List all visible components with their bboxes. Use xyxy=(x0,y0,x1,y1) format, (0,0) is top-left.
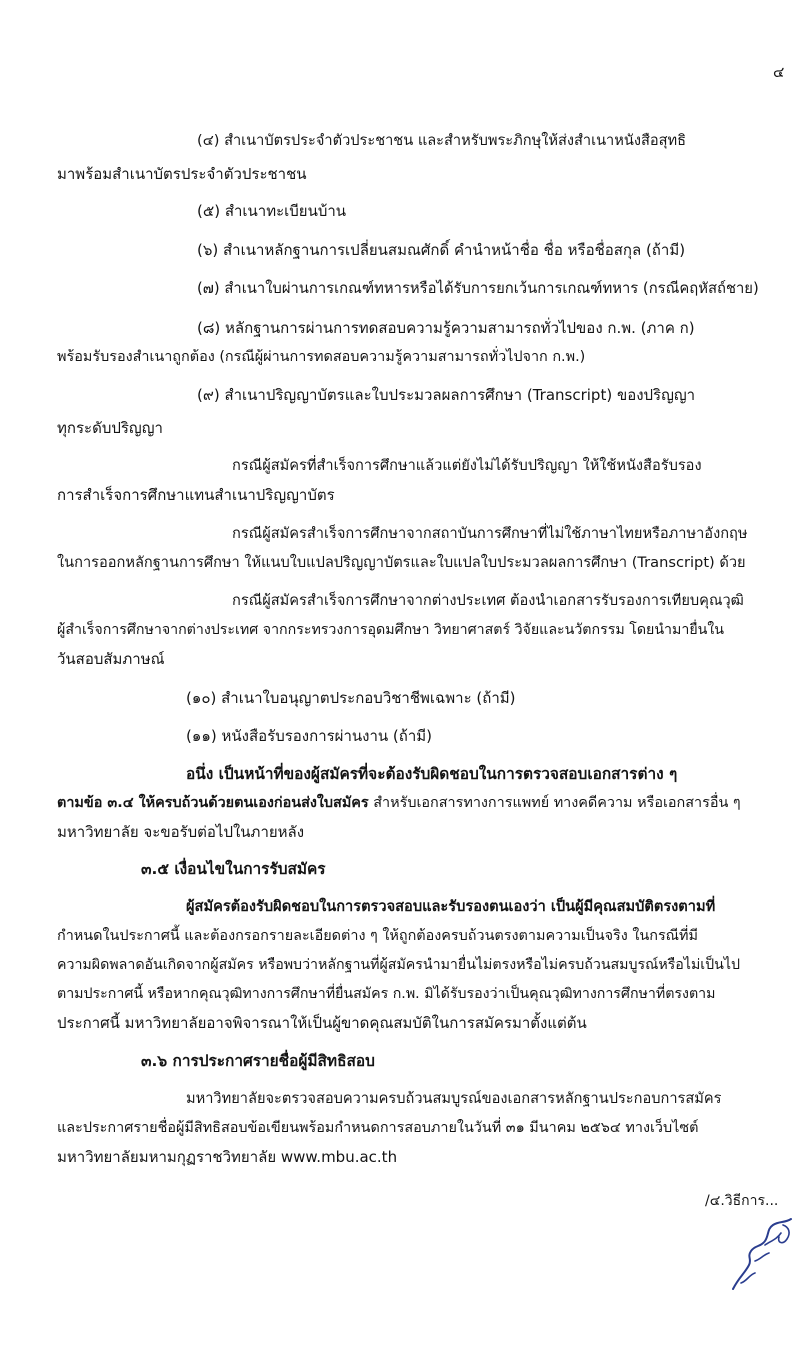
case-abroad-line-1: กรณีผู้สมัครสำเร็จการศึกษาจากต่างประเทศ ต้องนำเอกสารรับรองการเทียบคุณวุฒิ xyxy=(232,592,744,609)
case-foreign-language-line-2: ในการออกหลักฐานการศึกษา ให้แนบใบแปลปริญญาบัตรและใบแปลใบประมวลผลการศึกษา (Transcript) ด้วย xyxy=(57,554,746,571)
item-4-line-1: (๔) สำเนาบัตรประจำตัวประชาชน และสำหรับพระภิกษุให้ส่งสำเนาหนังสือสุทธิ xyxy=(197,132,687,149)
section-3-5-line-4: ตามประกาศนี้ หรือหากคุณวุฒิทางการศึกษาที่ยื่นสมัคร ก.พ. มิได้รับรองว่าเป็นคุณวุฒิทางการศึกษาที่ตรงตาม xyxy=(57,986,716,1002)
item-8-line-1: (๘) หลักฐานการผ่านการทดสอบความรู้ความสามารถทั่วไปของ ก.พ. (ภาค ก) xyxy=(197,319,695,337)
note-line-3: มหาวิทยาลัย จะขอรับต่อไปในภายหลัง xyxy=(57,823,305,841)
case-ungraduated-line-1: กรณีผู้สมัครที่สำเร็จการศึกษาแล้วแต่ยังไม่ได้รับปริญญา ให้ใช้หนังสือรับรอง xyxy=(232,457,702,474)
section-3-6-heading: ๓.๖ การประกาศรายชื่อผู้มีสิทธิสอบ xyxy=(141,1052,375,1070)
section-3-6-line-1: มหาวิทยาลัยจะตรวจสอบความครบถ้วนสมบูรณ์ของเอกสารหลักฐานประกอบการสมัคร xyxy=(186,1090,722,1107)
item-5: (๕) สำเนาทะเบียนบ้าน xyxy=(197,202,347,220)
note-line-2-emphasis: ตามข้อ ๓.๔ ให้ครบถ้วนด้วยตนเองก่อนส่งใบสมัคร xyxy=(57,795,369,811)
note-line-2-rest: สำหรับเอกสารทางการแพทย์ ทางคดีความ หรือเอกสารอื่น ๆ xyxy=(368,795,741,811)
section-3-5-heading: ๓.๕ เงื่อนไขในการรับสมัคร xyxy=(141,860,326,878)
item-11: (๑๑) หนังสือรับรองการผ่านงาน (ถ้ามี) xyxy=(186,727,433,745)
section-3-6-line-3: มหาวิทยาลัยมหามกุฏราชวิทยาลัย www.mbu.ac.th xyxy=(57,1148,398,1166)
item-7: (๗) สำเนาใบผ่านการเกณฑ์ทหารหรือได้รับการยกเว้นการเกณฑ์ทหาร (กรณีคฤหัสถ์ชาย) xyxy=(197,280,759,297)
note-line-1: อนึ่ง เป็นหน้าที่ของผู้สมัครที่จะต้องรับผิดชอบในการตรวจสอบเอกสารต่าง ๆ xyxy=(186,765,678,783)
item-10: (๑๐) สำเนาใบอนุญาตประกอบวิชาชีพเฉพาะ (ถ้ามี) xyxy=(186,689,516,707)
section-3-5-line-1: ผู้สมัครต้องรับผิดชอบในการตรวจสอบและรับรองตนเองว่า เป็นผู้มีคุณสมบัติตรงตามที่ xyxy=(186,898,716,915)
item-6: (๖) สำเนาหลักฐานการเปลี่ยนสมณศักดิ์ คำนำหน้าชื่อ ชื่อ หรือชื่อสกุล (ถ้ามี) xyxy=(197,241,686,259)
continuation-marker: /๔.วิธีการ... xyxy=(705,1193,779,1209)
section-3-5-line-3: ความผิดพลาดอันเกิดจากผู้สมัคร หรือพบว่าหลักฐานที่ผู้สมัครนำมายื่นไม่ตรงหรือไม่ครบถ้วนสมบูรณ์หรือไม่เป็นไป xyxy=(57,957,740,973)
case-foreign-language-line-1: กรณีผู้สมัครสำเร็จการศึกษาจากสถาบันการศึกษาที่ไม่ใช้ภาษาไทยหรือภาษาอังกฤษ xyxy=(232,525,748,542)
item-9-line-2: ทุกระดับปริญญา xyxy=(57,419,163,437)
case-abroad-line-2: ผู้สำเร็จการศึกษาจากต่างประเทศ จากกระทรวงการอุดมศึกษา วิทยาศาสตร์ วิจัยและนวัตกรรม โดยนำมายื่นใน xyxy=(57,622,724,638)
item-8-line-2: พร้อมรับรองสำเนาถูกต้อง (กรณีผู้ผ่านการทดสอบความรู้ความสามารถทั่วไปจาก ก.พ.) xyxy=(57,349,586,365)
section-3-5-line-2: กำหนดในประกาศนี้ และต้องกรอกรายละเอียดต่าง ๆ ให้ถูกต้องครบถ้วนตรงตามความเป็นจริง ในกรณีที่มี xyxy=(57,928,699,944)
item-9-line-1: (๙) สำเนาปริญญาบัตรและใบประมวลผลการศึกษา (Transcript) ของปริญญา xyxy=(197,386,696,404)
case-ungraduated-line-2: การสำเร็จการศึกษาแทนสำเนาปริญญาบัตร xyxy=(57,486,335,504)
handwritten-signature xyxy=(725,1215,800,1295)
item-4-line-2: มาพร้อมสำเนาบัตรประจำตัวประชาชน xyxy=(57,165,307,183)
case-abroad-line-3: วันสอบสัมภาษณ์ xyxy=(57,650,165,668)
note-line-2 xyxy=(57,793,741,813)
section-3-6-line-2: และประกาศรายชื่อผู้มีสิทธิสอบข้อเขียนพร้อมกำหนดการสอบภายในวันที่ ๓๑ มีนาคม ๒๕๖๔ ทางเว็บไซต์ xyxy=(57,1120,699,1136)
page-number: ๔ xyxy=(773,63,785,81)
section-3-5-line-5: ประกาศนี้ มหาวิทยาลัยอาจพิจารณาให้เป็นผู้ขาดคุณสมบัติในการสมัครมาตั้งแต่ต้น xyxy=(57,1014,587,1032)
